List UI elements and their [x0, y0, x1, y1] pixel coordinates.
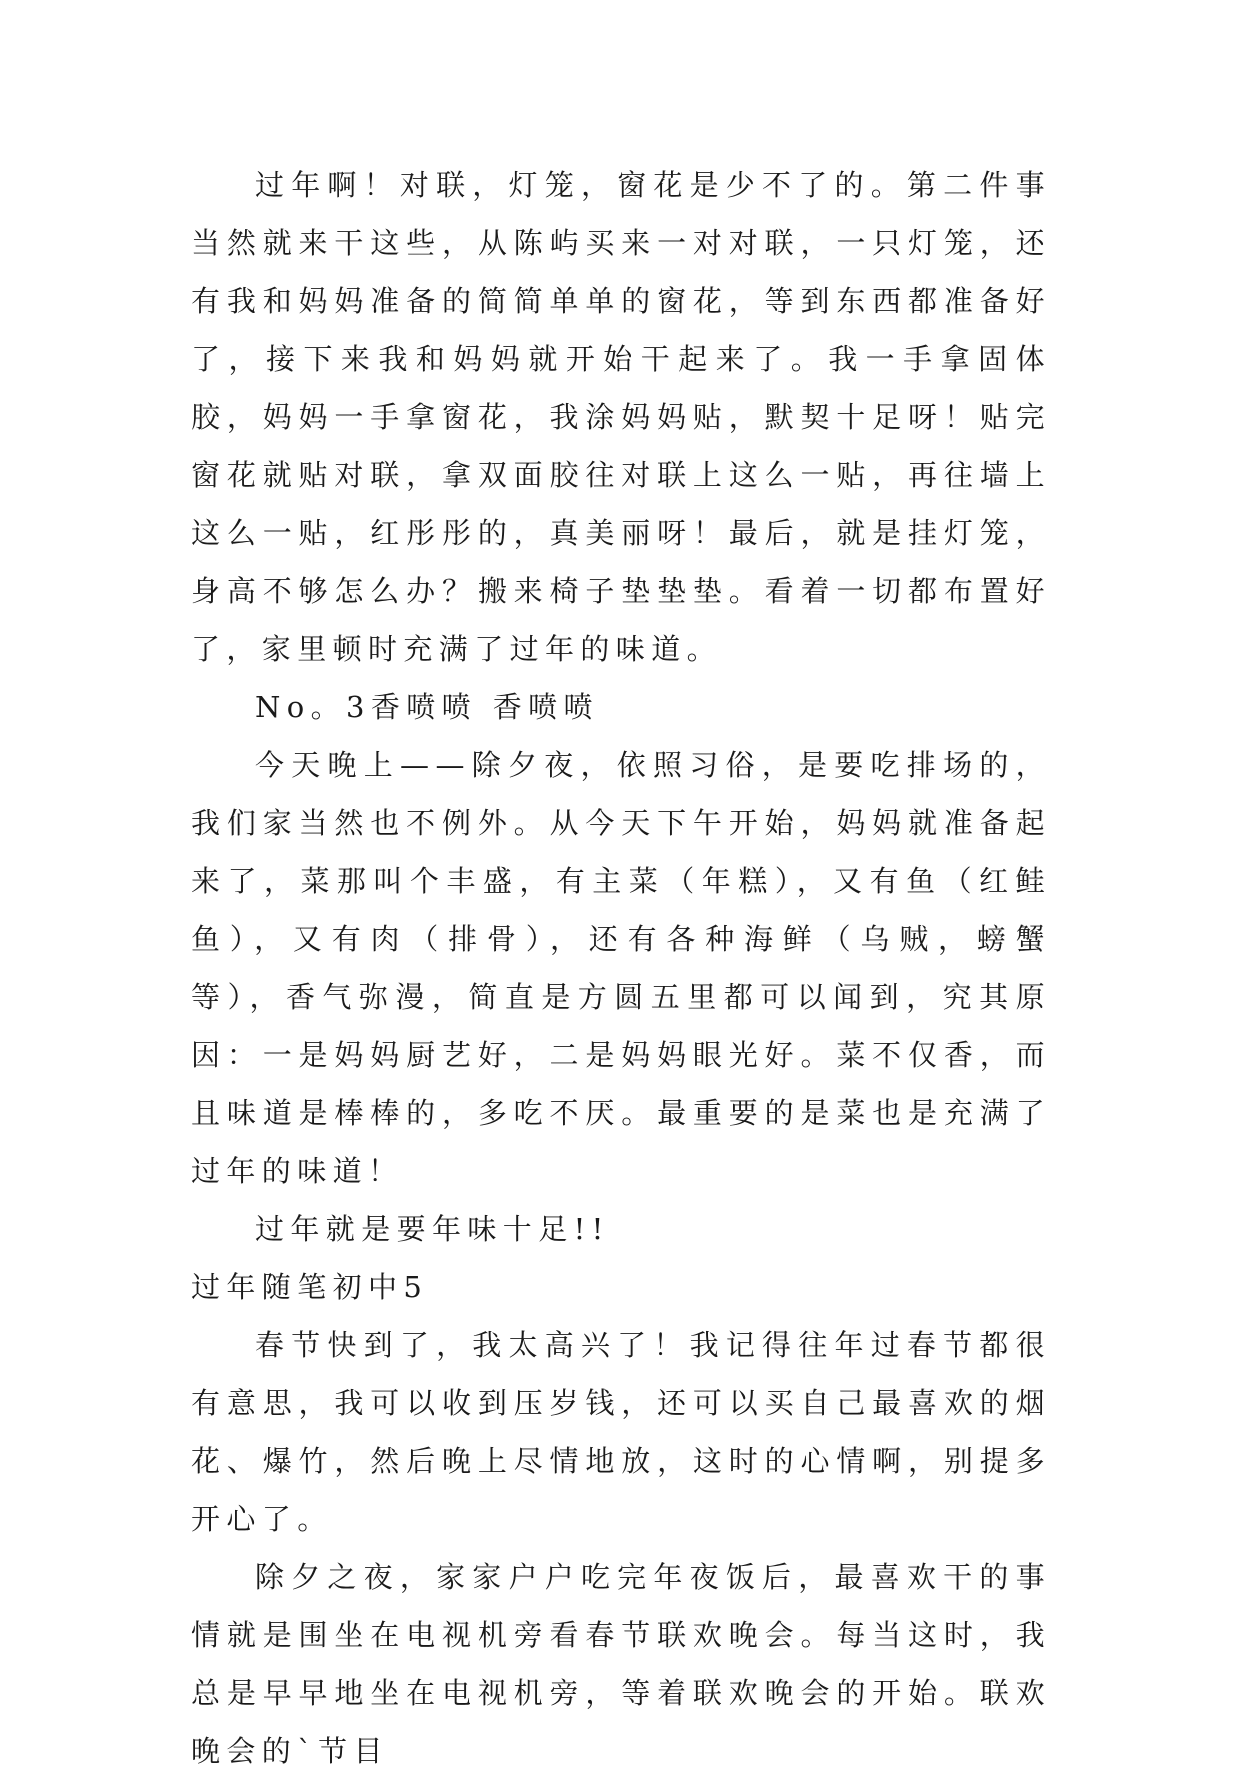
essay-title: 过年随笔初中5	[191, 1270, 429, 1304]
section-heading-no3: No。3香喷喷 香喷喷	[255, 690, 599, 724]
paragraph-new-years-eve-dinner: 今天晚上——除夕夜，依照习俗，是要吃排场的，我们家当然也不例外。从今天下午开始，妈妈就准备起来了，菜那叫个丰盛，有主菜（年糕），又有鱼（红鲑鱼），又有肉（排骨），还有各种海鲜（乌贼，螃蟹等），香气弥漫，简直是方圆五里都可以闻到，究其原因：一是妈妈厨艺好，二是妈妈眼光好。菜不仅香，而且味道是棒棒的，多吃不厌。最重要的是菜也是充满了过年的味道！	[191, 748, 1051, 1188]
paragraph-decorations: 过年啊！对联，灯笼，窗花是少不了的。第二件事当然就来干这些，从陈屿买来一对对联，一只灯笼，还有我和妈妈准备的简简单单的窗花，等到东西都准备好了，接下来我和妈妈就开始干起来了。我一手拿固体胶，妈妈一手拿窗花，我涂妈妈贴，默契十足呀！贴完窗花就贴对联，拿双面胶往对联上这么一贴，再往墙上这么一贴，红彤彤的，真美丽呀！最后，就是挂灯笼，身高不够怎么办？搬来椅子垫垫垫。看着一切都布置好了，家里顿时充满了过年的味道。	[191, 168, 1051, 666]
paragraph-conclusion: 过年就是要年味十足!!	[255, 1212, 610, 1246]
document-page	[191, 156, 1051, 1780]
paragraph-gala: 除夕之夜，家家户户吃完年夜饭后，最喜欢干的事情就是围坐在电视机旁看春节联欢晚会。每当这时，我总是早早地坐在电视机旁，等着联欢晚会的开始。联欢晚会的`节目	[191, 1560, 1051, 1768]
paragraph-spring-festival: 春节快到了，我太高兴了！我记得往年过春节都很有意思，我可以收到压岁钱，还可以买自己最喜欢的烟花、爆竹，然后晚上尽情地放，这时的心情啊，别提多开心了。	[191, 1328, 1051, 1536]
